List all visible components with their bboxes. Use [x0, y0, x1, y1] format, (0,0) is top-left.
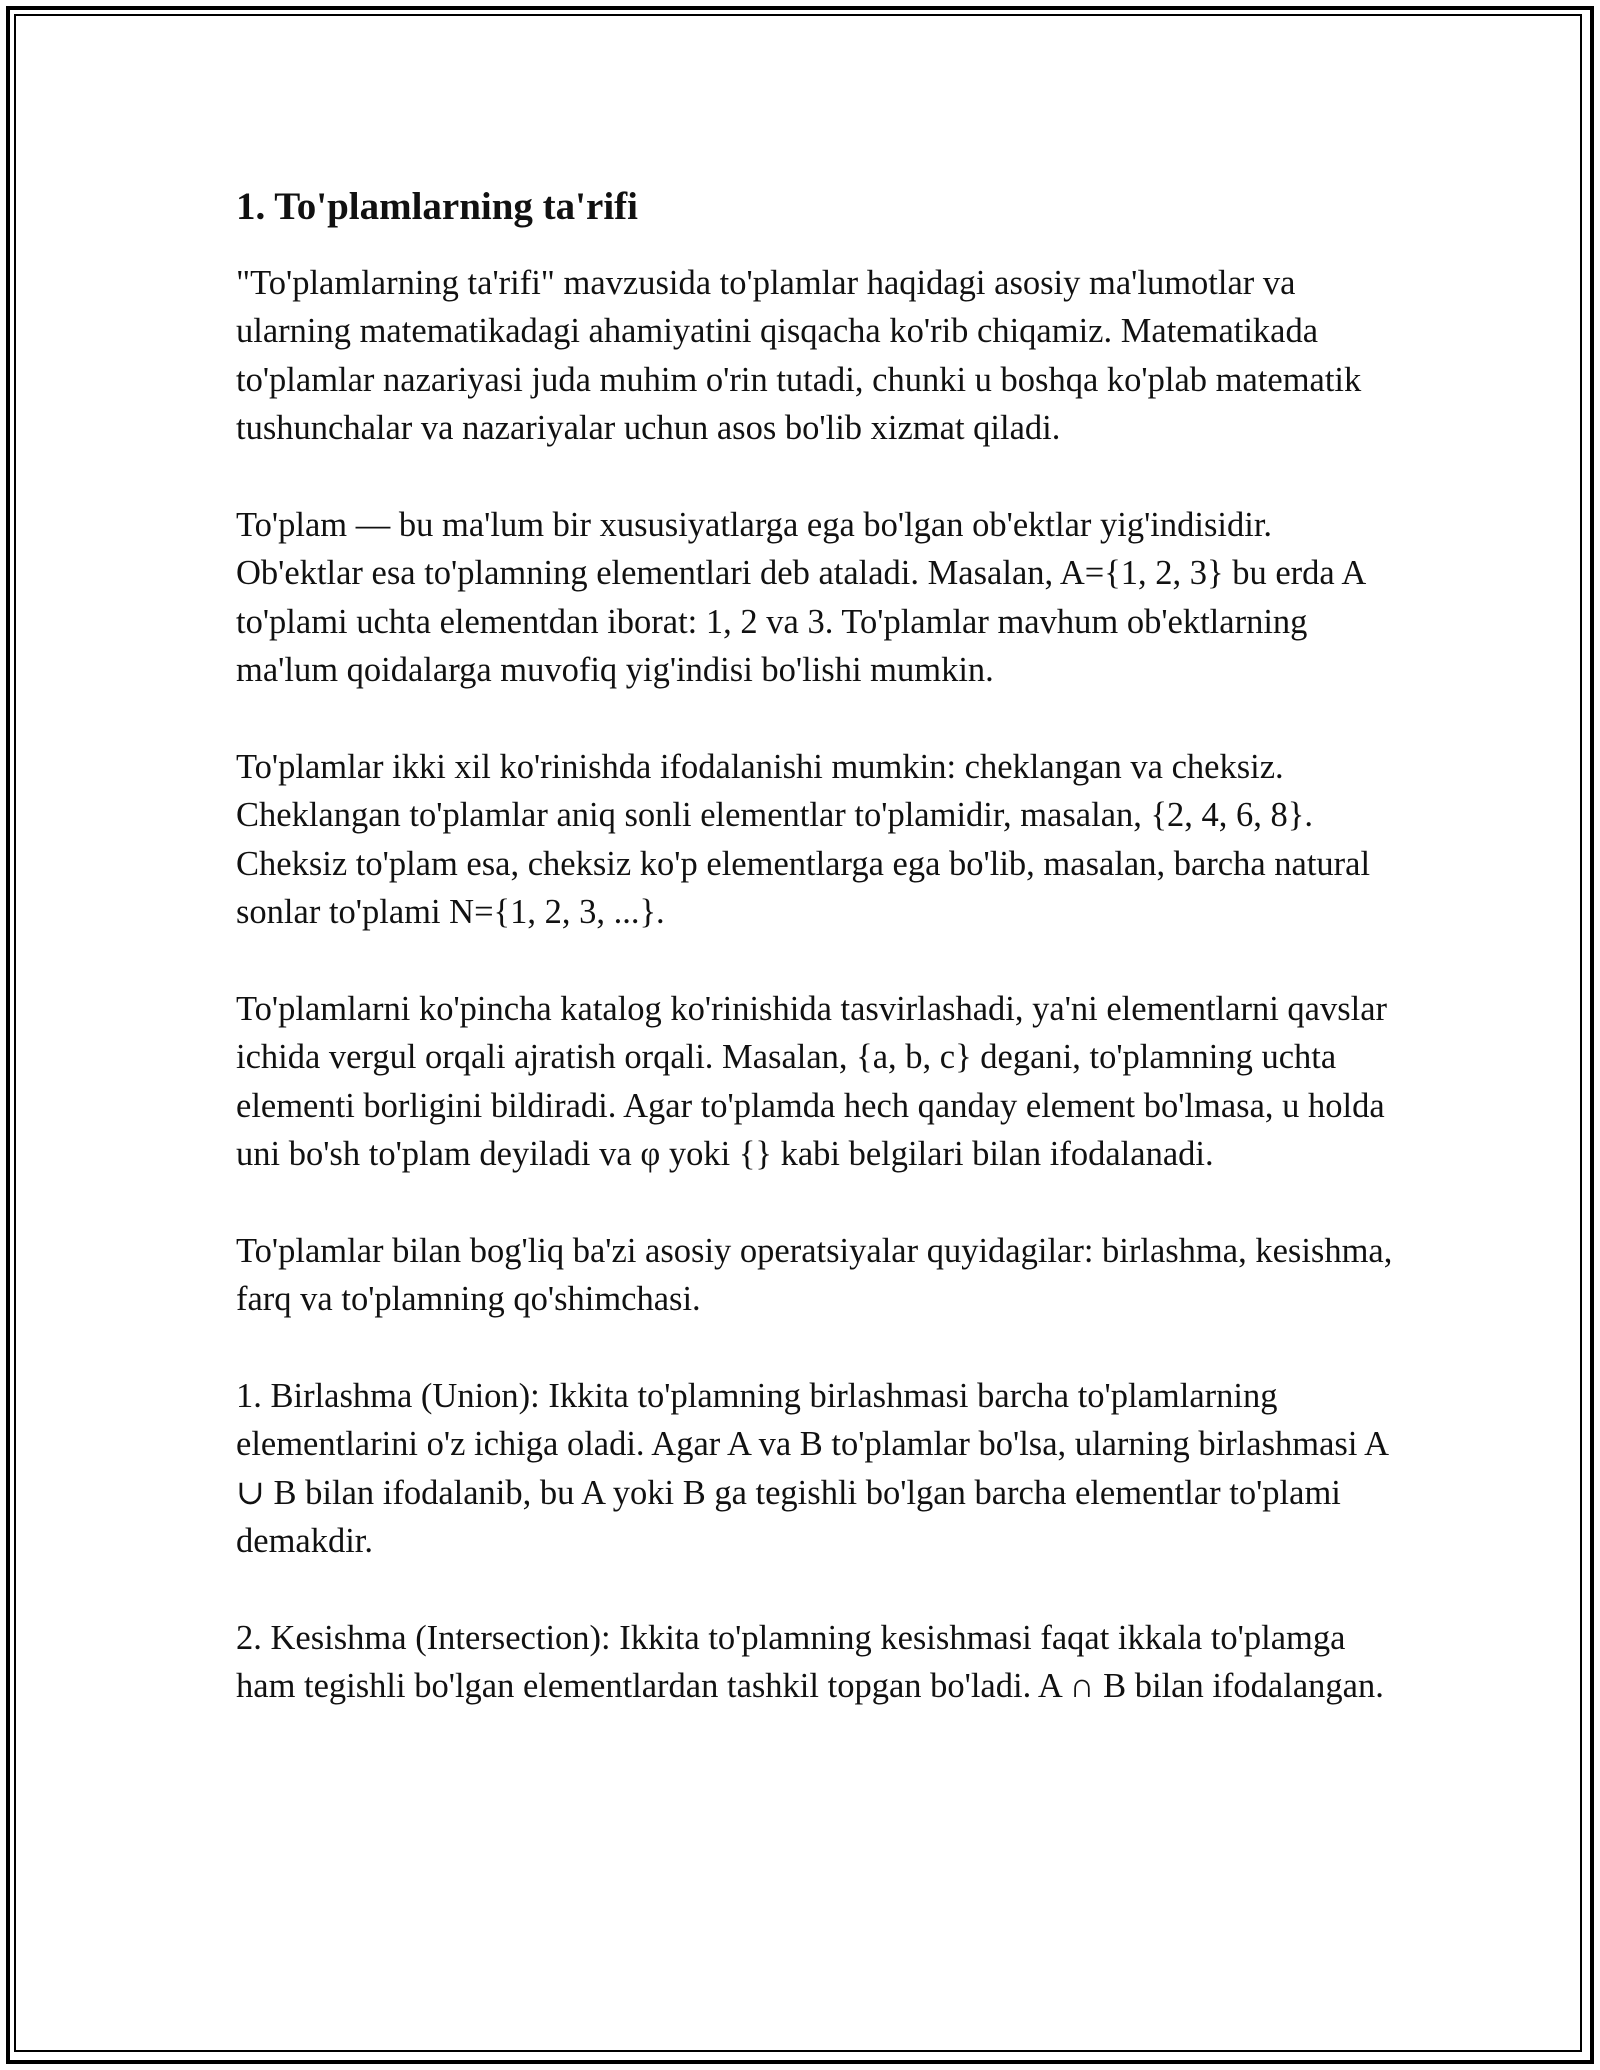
paragraph-union: 1. Birlashma (Union): Ikkita to'plamning birlashmasi barcha to'plamlarning elementlarini o'z ichiga oladi. Agar A va B to'plamlar bo'lsa, ularning birlashmasi A ∪ B bilan ifodalanib, bu A yoki B ga tegishli bo'lgan barcha elementlar to'plami demakdir.	[236, 1376, 1388, 1561]
paragraph-intersection: 2. Kesishma (Intersection): Ikkita to'plamning kesishmasi faqat ikkala to'plamga ham tegishli bo'lgan elementlardan tashkil topgan bo'ladi. A ∩ B bilan ifodalangan.	[236, 1618, 1384, 1706]
paragraph-intro: "To'plamlarning ta'rifi" mavzusida to'plamlar haqidagi asosiy ma'lumotlar va ularning matematikadagi ahamiyatini qisqacha ko'rib chiqamiz. Matematikada to'plamlar nazariyasi juda muhim o'rin tutadi, chunki u boshqa ko'plab matematik tushunchalar va nazariyalar uchun asos bo'lib xizmat qiladi.	[236, 263, 1362, 448]
paragraph-operations: To'plamlar bilan bog'liq ba'zi asosiy operatsiyalar quyidagilar: birlashma, kesishma, farq va to'plamning qo'shimchasi.	[236, 1231, 1393, 1319]
paragraph-set-definition: To'plam — bu ma'lum bir xususiyatlarga ega bo'lgan ob'ektlar yig'indisidir. Ob'ektlar esa to'plamning elementlari deb ataladi. Masalan, A={1, 2, 3} bu erda A to'plami uchta elementdan iborat: 1, 2 va 3. To'plamlar mavhum ob'ektlarning ma'lum qoidalarga muvofiq yig'indisi bo'lishi mumkin.	[236, 505, 1365, 690]
paragraph-finite-infinite: To'plamlar ikki xil ko'rinishda ifodalanishi mumkin: cheklangan va cheksiz. Cheklangan to'plamlar aniq sonli elementlar to'plamidir, masalan, {2, 4, 6, 8}. Cheksiz to'plam esa, cheksiz ko'p elementlarga ega bo'lib, masalan, barcha natural sonlar to'plami N={1, 2, 3, ...}.	[236, 747, 1371, 932]
paragraph-notation: To'plamlarni ko'pincha katalog ko'rinishida tasvirlashadi, ya'ni elementlarni qavslar ichida vergul orqali ajratish orqali. Masalan, {a, b, c} degani, to'plamning uchta elementi borligini bildiradi. Agar to'plamda hech qanday element bo'lmasa, u holda uni bo'sh to'plam deyiladi va φ yoki {} kabi belgilari bilan ifodalanadi.	[236, 989, 1388, 1174]
document-body	[236, 182, 1406, 1759]
section-heading: 1. To'plamlarning ta'rifi	[236, 185, 638, 228]
